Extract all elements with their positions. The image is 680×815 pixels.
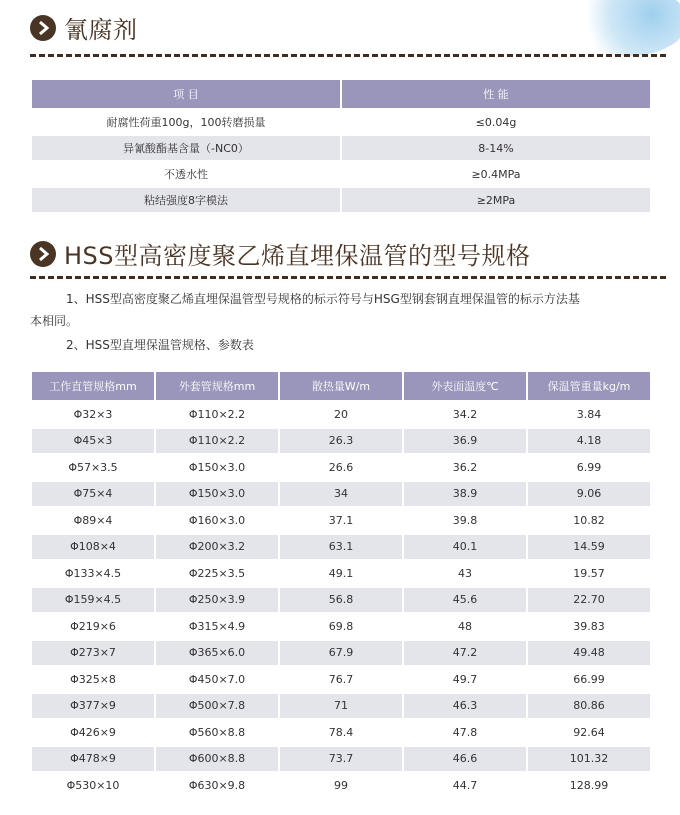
table-cell: 49.7 — [404, 667, 526, 692]
section-header-1 — [30, 10, 138, 45]
table-cell: Φ160×3.0 — [156, 508, 278, 533]
table2-header-surface-temp: 外表面温度℃ — [404, 372, 526, 400]
table-cell: 39.8 — [404, 508, 526, 533]
table-row — [32, 482, 650, 507]
table-cell: Φ32×3 — [32, 402, 154, 427]
dashed-divider-1 — [30, 54, 666, 57]
table-cell: 73.7 — [280, 747, 402, 772]
table-row — [32, 588, 650, 613]
table1-header-performance: 性 能 — [342, 80, 650, 108]
table-cell: 4.18 — [528, 429, 650, 454]
table-cell: Φ450×7.0 — [156, 667, 278, 692]
table-cell: 46.3 — [404, 694, 526, 719]
table-cell: 49.48 — [528, 641, 650, 666]
table-row — [32, 535, 650, 560]
corner-decoration — [568, 0, 680, 56]
table-cell: Φ250×3.9 — [156, 588, 278, 613]
spec-table — [30, 370, 652, 800]
paragraph-1-line-2: 本相同。 — [30, 314, 79, 328]
table-cell: Φ325×8 — [32, 667, 154, 692]
table2-header-casing-spec: 外套管规格mm — [156, 372, 278, 400]
table-cell: Φ150×3.0 — [156, 455, 278, 480]
table-row — [32, 188, 650, 212]
table-cell: 10.82 — [528, 508, 650, 533]
table-cell: 38.9 — [404, 482, 526, 507]
table-cell: 44.7 — [404, 773, 526, 798]
table-cell: Φ133×4.5 — [32, 561, 154, 586]
table-cell: Φ150×3.0 — [156, 482, 278, 507]
paragraph-2-text: 2、HSS型直埋保温管规格、参数表 — [66, 338, 254, 352]
table-row — [32, 667, 650, 692]
table-cell: 22.70 — [528, 588, 650, 613]
table-cell: 92.64 — [528, 720, 650, 745]
table-cell: Φ273×7 — [32, 641, 154, 666]
table-cell: Φ426×9 — [32, 720, 154, 745]
table2-header-pipe-spec: 工作直管规格mm — [32, 372, 154, 400]
table-cell: Φ365×6.0 — [156, 641, 278, 666]
table-cell: 43 — [404, 561, 526, 586]
table-cell: Φ600×8.8 — [156, 747, 278, 772]
table2-header-heat-loss: 散热量W/m — [280, 372, 402, 400]
table-cell: 20 — [280, 402, 402, 427]
table-cell: 39.83 — [528, 614, 650, 639]
table-cell: 71 — [280, 694, 402, 719]
table-cell: Φ225×3.5 — [156, 561, 278, 586]
table-cell: ≥2MPa — [342, 188, 650, 212]
table-row — [32, 508, 650, 533]
table-row — [32, 402, 650, 427]
table-cell: 45.6 — [404, 588, 526, 613]
table-cell: Φ89×4 — [32, 508, 154, 533]
table-cell: Φ315×4.9 — [156, 614, 278, 639]
table-cell: Φ110×2.2 — [156, 402, 278, 427]
table-cell: Φ110×2.2 — [156, 429, 278, 454]
section-title-1: 氰腐剂 — [64, 16, 138, 44]
chevron-right-icon — [30, 15, 56, 41]
table-cell: 14.59 — [528, 535, 650, 560]
table-cell: 99 — [280, 773, 402, 798]
table-cell: 47.8 — [404, 720, 526, 745]
table-cell: 8-14% — [342, 136, 650, 160]
table-cell: 48 — [404, 614, 526, 639]
table-cell: ≤0.04g — [342, 110, 650, 134]
table-cell: 34.2 — [404, 402, 526, 427]
table-cell: Φ530×10 — [32, 773, 154, 798]
table-cell: 49.1 — [280, 561, 402, 586]
section-title-2: HSS型高密度聚乙烯直埋保温管的型号规格 — [64, 242, 531, 270]
table-row — [32, 720, 650, 745]
table-cell: Φ478×9 — [32, 747, 154, 772]
table-cell: 46.6 — [404, 747, 526, 772]
table-cell: 34 — [280, 482, 402, 507]
table-row — [32, 455, 650, 480]
table-cell: 3.84 — [528, 402, 650, 427]
table-cell: 80.86 — [528, 694, 650, 719]
table-cell: Φ377×9 — [32, 694, 154, 719]
table-row — [32, 773, 650, 798]
table-cell: 37.1 — [280, 508, 402, 533]
table1-header-item: 项 目 — [32, 80, 340, 108]
table-cell: 63.1 — [280, 535, 402, 560]
table-cell: Φ108×4 — [32, 535, 154, 560]
table-cell: 19.57 — [528, 561, 650, 586]
table-cell: 26.3 — [280, 429, 402, 454]
table-cell: 36.9 — [404, 429, 526, 454]
table-row — [32, 429, 650, 454]
table-cell: Φ75×4 — [32, 482, 154, 507]
paragraph-2 — [36, 334, 646, 356]
table-cell: 36.2 — [404, 455, 526, 480]
paragraph-1-continuation — [30, 310, 640, 332]
table-cell: Φ200×3.2 — [156, 535, 278, 560]
table-cell: 56.8 — [280, 588, 402, 613]
table-row — [32, 694, 650, 719]
table-cell: 40.1 — [404, 535, 526, 560]
table-cell: Φ159×4.5 — [32, 588, 154, 613]
table-cell: 101.32 — [528, 747, 650, 772]
table-cell: 9.06 — [528, 482, 650, 507]
table-row — [32, 136, 650, 160]
table-row — [32, 162, 650, 186]
paragraph-1 — [36, 288, 646, 310]
table-cell: 78.4 — [280, 720, 402, 745]
table-cell: 粘结强度8字模法 — [32, 188, 340, 212]
table-cell: 6.99 — [528, 455, 650, 480]
table-cell: Φ219×6 — [32, 614, 154, 639]
chevron-right-icon — [30, 241, 56, 267]
table-cell: 66.99 — [528, 667, 650, 692]
table-cell: Φ45×3 — [32, 429, 154, 454]
table2-header-weight: 保温管重量kg/m — [528, 372, 650, 400]
section-header-2 — [30, 236, 531, 271]
table-cell: 不透水性 — [32, 162, 340, 186]
table-cell: 76.7 — [280, 667, 402, 692]
table-cell: 47.2 — [404, 641, 526, 666]
table-row — [32, 561, 650, 586]
table-cell: Φ57×3.5 — [32, 455, 154, 480]
table-cell: 26.6 — [280, 455, 402, 480]
performance-table — [30, 78, 652, 214]
table-cell: 异氰酸酯基含量（-NC0） — [32, 136, 340, 160]
table-row — [32, 110, 650, 134]
dashed-divider-2 — [30, 276, 666, 279]
table-cell: 67.9 — [280, 641, 402, 666]
table-cell: Φ560×8.8 — [156, 720, 278, 745]
paragraph-1-line-1: 1、HSS型高密度聚乙烯直埋保温管型号规格的标示符号与HSG型钢套钢直埋保温管的标示方法基 — [66, 292, 580, 306]
table-cell: Φ500×7.8 — [156, 694, 278, 719]
table-row — [32, 641, 650, 666]
table-cell: ≥0.4MPa — [342, 162, 650, 186]
table-row — [32, 747, 650, 772]
table-cell: Φ630×9.8 — [156, 773, 278, 798]
table-row — [32, 614, 650, 639]
table-cell: 耐腐性荷重100g，100转磨损量 — [32, 110, 340, 134]
table-cell: 69.8 — [280, 614, 402, 639]
table-cell: 128.99 — [528, 773, 650, 798]
